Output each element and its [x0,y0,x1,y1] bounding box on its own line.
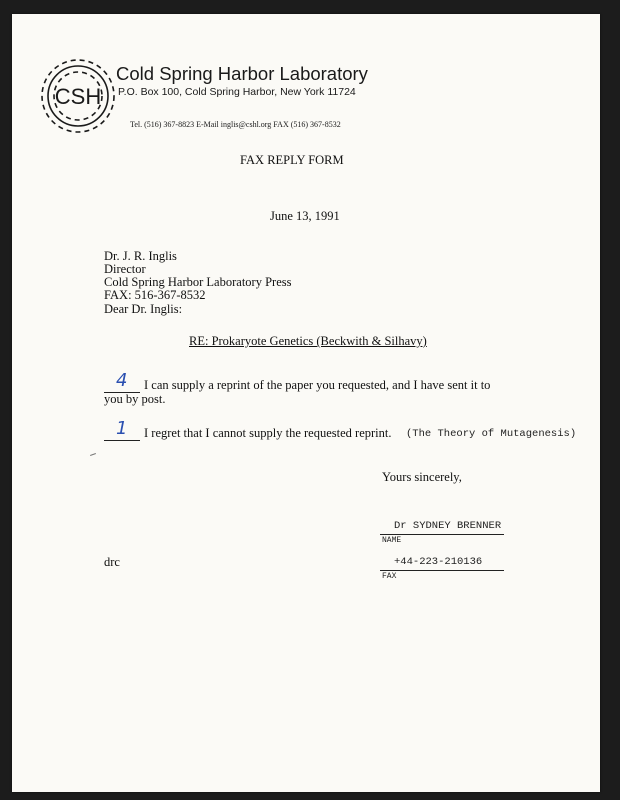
fax-line [380,570,504,571]
salutation: Dear Dr. Inglis: [104,302,183,316]
closing: Yours sincerely, [382,470,462,484]
org-name: Cold Spring Harbor Laboratory [116,63,368,84]
signature-name: Dr SYDNEY BRENNER [394,520,502,532]
name-line [380,534,504,535]
stray-mark [90,453,96,456]
option2-text: I regret that I cannot supply the requested reprint. [144,426,392,440]
letter-date: June 13, 1991 [270,209,340,223]
option1-handwritten-mark: 4 [116,370,128,391]
recipient-block [104,250,291,302]
signature-fax: +44-223-210136 [394,556,483,568]
recipient-organization: Cold Spring Harbor Laboratory Press [104,275,292,289]
logo-text: CSH [54,84,102,109]
csh-logo [32,50,124,142]
fax-label: FAX [382,572,397,581]
option2-handwritten-mark: 1 [116,418,128,439]
recipient-title: Director [104,262,146,276]
re-line: RE: Prokaryote Genetics (Beckwith & Silhavy) [189,334,427,348]
option2-note: (The Theory of Mutagenesis) [406,428,577,440]
recipient-name: Dr. J. R. Inglis [104,249,177,263]
document-page [12,14,600,792]
org-address: P.O. Box 100, Cold Spring Harbor, New York 11724 [118,86,356,98]
form-title: FAX REPLY FORM [240,153,344,167]
option1-text: I can supply a reprint of the paper you requested, and I have sent it to [144,378,491,392]
option1-text-cont: you by post. [104,392,166,406]
typist-initials: drc [104,555,120,569]
name-label: NAME [382,536,402,545]
recipient-fax: FAX: 516-367-8532 [104,288,206,302]
org-contact: Tel. (516) 367-8823 E-Mail inglis@cshl.org FAX (516) 367-8532 [130,120,341,129]
